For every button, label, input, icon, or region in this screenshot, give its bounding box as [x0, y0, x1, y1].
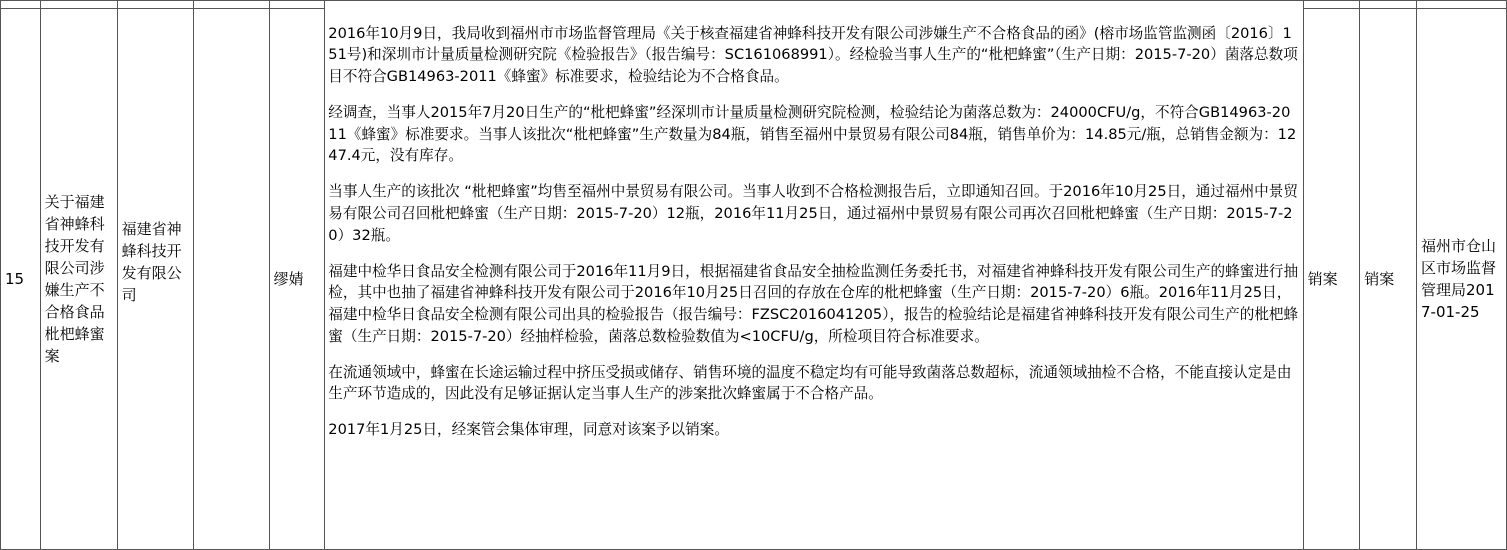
gap-cell: [40, 1, 117, 9]
gap-cell: [1, 1, 41, 9]
details-paragraph: 2016年10月9日，我局收到福州市市场监督管理局《关于核查福建省神蜂科技开发有限公司涉嫌生产不合格食品的函》(榕市场监管监测函〔2016〕151号)和深圳市计量质量检测研究院《检验报告》（报告编号：SC161068991）。经检验当事人生产的“枇杷蜂蜜”（生产日期：2015-7-20）菌落总数项目不符合GB14963-2011《蜂蜜》标准要求，检验结论为不合格食品。: [328, 24, 1298, 85]
gap-cell: [1303, 1, 1360, 9]
party-cell: 福建省神蜂科技开发有限公司: [117, 9, 193, 550]
gap-cell: [193, 1, 269, 9]
details-paragraph: 在流通领域中，蜂蜜在长途运输过程中挤压受损或储存、销售环境的温度不稳定均有可能导致菌落总数超标，流通领域抽检不合格，不能直接认定是由生产环节造成的，因此没有足够证据认定当事人生产的涉案批次蜂蜜属于不合格产品。: [328, 363, 1292, 403]
gap-cell: [1417, 1, 1507, 9]
handler-cell: 缪婧: [269, 9, 325, 550]
office-date-cell: 福州市仓山区市场监督管理局2017-01-25: [1417, 9, 1507, 550]
details-paragraph: 福建中检华日食品安全检测有限公司于2016年11月9日，根据福建省食品安全抽检监测任务委托书，对福建省神蜂科技开发有限公司生产的蜂蜜进行抽检，其中也抽了福建省神蜂科技开发有限公司于2016年10月25日召回的存放在仓库的枇杷蜂蜜（生产日期：2015-7-20）6瓶。2016年11月25日，福建中检华日食品安全检测有限公司出具的检验报告（报告编号：FZSC2016041205），报告的检验结论是福建省神蜂科技开发有限公司生产的枇杷蜂蜜（生产日期：2015-7-20）经抽样检验，菌落总数检验数值为<10CFU/g，所检项目符合标准要求。: [328, 262, 1299, 345]
top-gap-row: [1, 1, 1507, 9]
row-number: 15: [1, 9, 41, 550]
gap-cell: [117, 1, 193, 9]
decision-cell: 销案: [1360, 9, 1417, 550]
legal-rep-cell: [193, 9, 269, 550]
result-cell: 销案: [1303, 9, 1360, 550]
gap-cell: [269, 1, 325, 9]
details-paragraph: 经调查，当事人2015年7月20日生产的“枇杷蜂蜜”经深圳市计量质量检测研究院检测，检验结论为菌落总数为：24000CFU/g，不符合GB14963-2011《蜂蜜》标准要求。当事人该批次“枇杷蜂蜜”生产数量为84瓶，销售至福州中景贸易有限公司84瓶，销售单价为：14.85元/瓶，总销售金额为：1247.4元，没有库存。: [328, 103, 1297, 165]
details-cell: [325, 1, 1303, 550]
case-name-cell: 关于福建省神蜂科技开发有限公司涉嫌生产不合格食品枇杷蜂蜜案: [40, 9, 117, 550]
details-paragraph: 当事人生产的该批次 “枇杷蜂蜜”均售至福州中景贸易有限公司。当事人收到不合格检测报告后，立即通知召回。于2016年10月25日，通过福州中景贸易有限公司召回枇杷蜂蜜（生产日期：2015-7-20）12瓶，2016年11月25日，通过福州中景贸易有限公司再次召回枇杷蜂蜜（生产日期：2015-7-20）32瓶。: [328, 183, 1298, 244]
details-paragraph: 2017年1月25日，经案管会集体审理，同意对该案予以销案。: [328, 421, 729, 439]
gap-cell: [1360, 1, 1417, 9]
